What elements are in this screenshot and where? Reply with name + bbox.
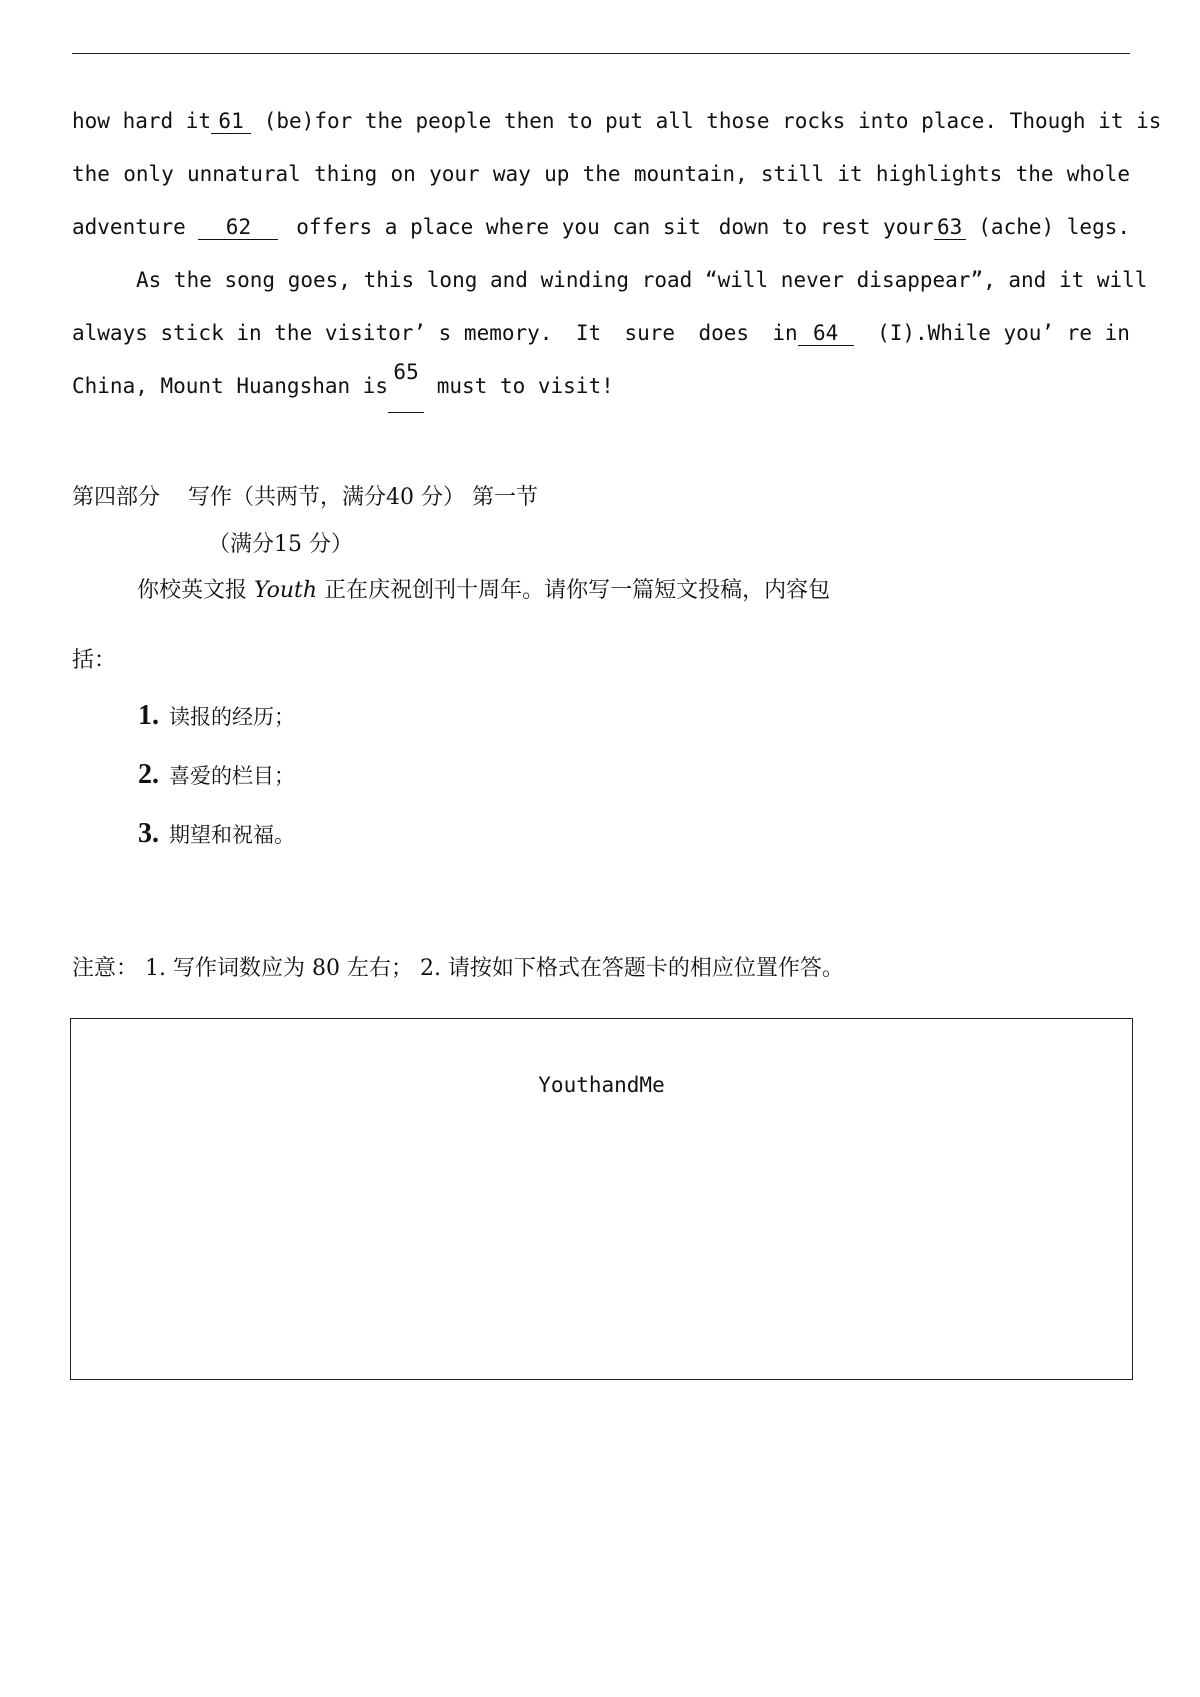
passage-line-1 (72, 95, 1162, 148)
word: mountain, (633, 162, 748, 186)
word: it (837, 162, 863, 186)
passage-line-6 (72, 360, 1130, 413)
word: way (492, 162, 531, 186)
list-item (138, 700, 295, 732)
blank-63: 63 (934, 215, 966, 240)
text-segment: down to rest your (718, 215, 934, 239)
passage (72, 95, 1162, 413)
header-rule (72, 53, 1130, 54)
item-text: 喜爱的栏目； (169, 764, 295, 788)
section-score: （满分15 分） (208, 532, 353, 557)
passage-line-4 (72, 254, 1148, 307)
item-number: 2. (138, 759, 159, 790)
passage-line-2 (72, 148, 1130, 201)
text-segment: As the song goes, this long and winding road “will never disappear”, and it will (136, 268, 1148, 292)
writing-prompt-tail: 括： (72, 648, 117, 673)
heading-rest: 写作（共两节，满分40 分） 第一节 (188, 485, 538, 510)
item-text: 读报的经历； (169, 705, 295, 729)
heading-part: 第四部分 (72, 485, 161, 510)
word: up (544, 162, 570, 186)
word: unnatural (187, 162, 301, 186)
answer-box (70, 1018, 1133, 1380)
text-segment: (I).While you’ re in (877, 321, 1130, 345)
text-segment: (ache) legs. (978, 215, 1130, 239)
text-segment: sure (624, 321, 676, 345)
item-number: 1. (138, 700, 159, 731)
word: still (760, 162, 825, 186)
text-segment: adventure (72, 215, 186, 239)
blank-61: 61 (211, 109, 251, 134)
text-segment: must to visit! (436, 374, 614, 398)
word: on (390, 162, 416, 186)
text-segment: does (698, 321, 750, 345)
item-text: 期望和祝福。 (169, 823, 295, 847)
text-segment: how hard it (72, 109, 212, 133)
text-segment: It (575, 321, 602, 345)
list-item (138, 759, 295, 791)
word: whole (1066, 162, 1130, 186)
section-heading (72, 480, 538, 511)
notes: 注意： 1. 写作词数应为 80 左右； 2. 请按如下格式在答题卡的相应位置作答。 (72, 956, 844, 981)
passage-line-3 (72, 201, 1130, 254)
list-item (138, 818, 295, 850)
word: highlights (875, 162, 1003, 186)
word: the (582, 162, 621, 186)
blank-65: 65 (388, 360, 424, 413)
text-segment: China, Mount Huangshan is (72, 374, 389, 398)
prompt-text: 正在庆祝创刊十周年。请你写一篇短文投稿，内容包 (324, 578, 831, 603)
text-segment: always stick in the visitor’ s memory. (72, 321, 553, 345)
word: the (72, 162, 110, 186)
word: your (429, 162, 480, 186)
prompt-text: 你校英文报 (137, 578, 248, 603)
newspaper-name: Youth (254, 578, 318, 603)
passage-line-5 (72, 307, 1130, 360)
word: the (1015, 162, 1054, 186)
text-segment: in (772, 321, 798, 345)
text-segment: offers a place where you can sit (296, 215, 701, 239)
blank-62: 62 (198, 215, 278, 240)
item-number: 3. (138, 818, 159, 849)
answer-box-title: YouthandMe (538, 1073, 665, 1097)
blank-64: 64 (798, 321, 854, 346)
word: thing (314, 162, 378, 186)
writing-prompt (137, 573, 830, 604)
text-segment: (be) (263, 109, 315, 133)
word: only (123, 162, 174, 186)
text-segment: for the people then to put all those rocks into place. Though it is (314, 109, 1162, 133)
